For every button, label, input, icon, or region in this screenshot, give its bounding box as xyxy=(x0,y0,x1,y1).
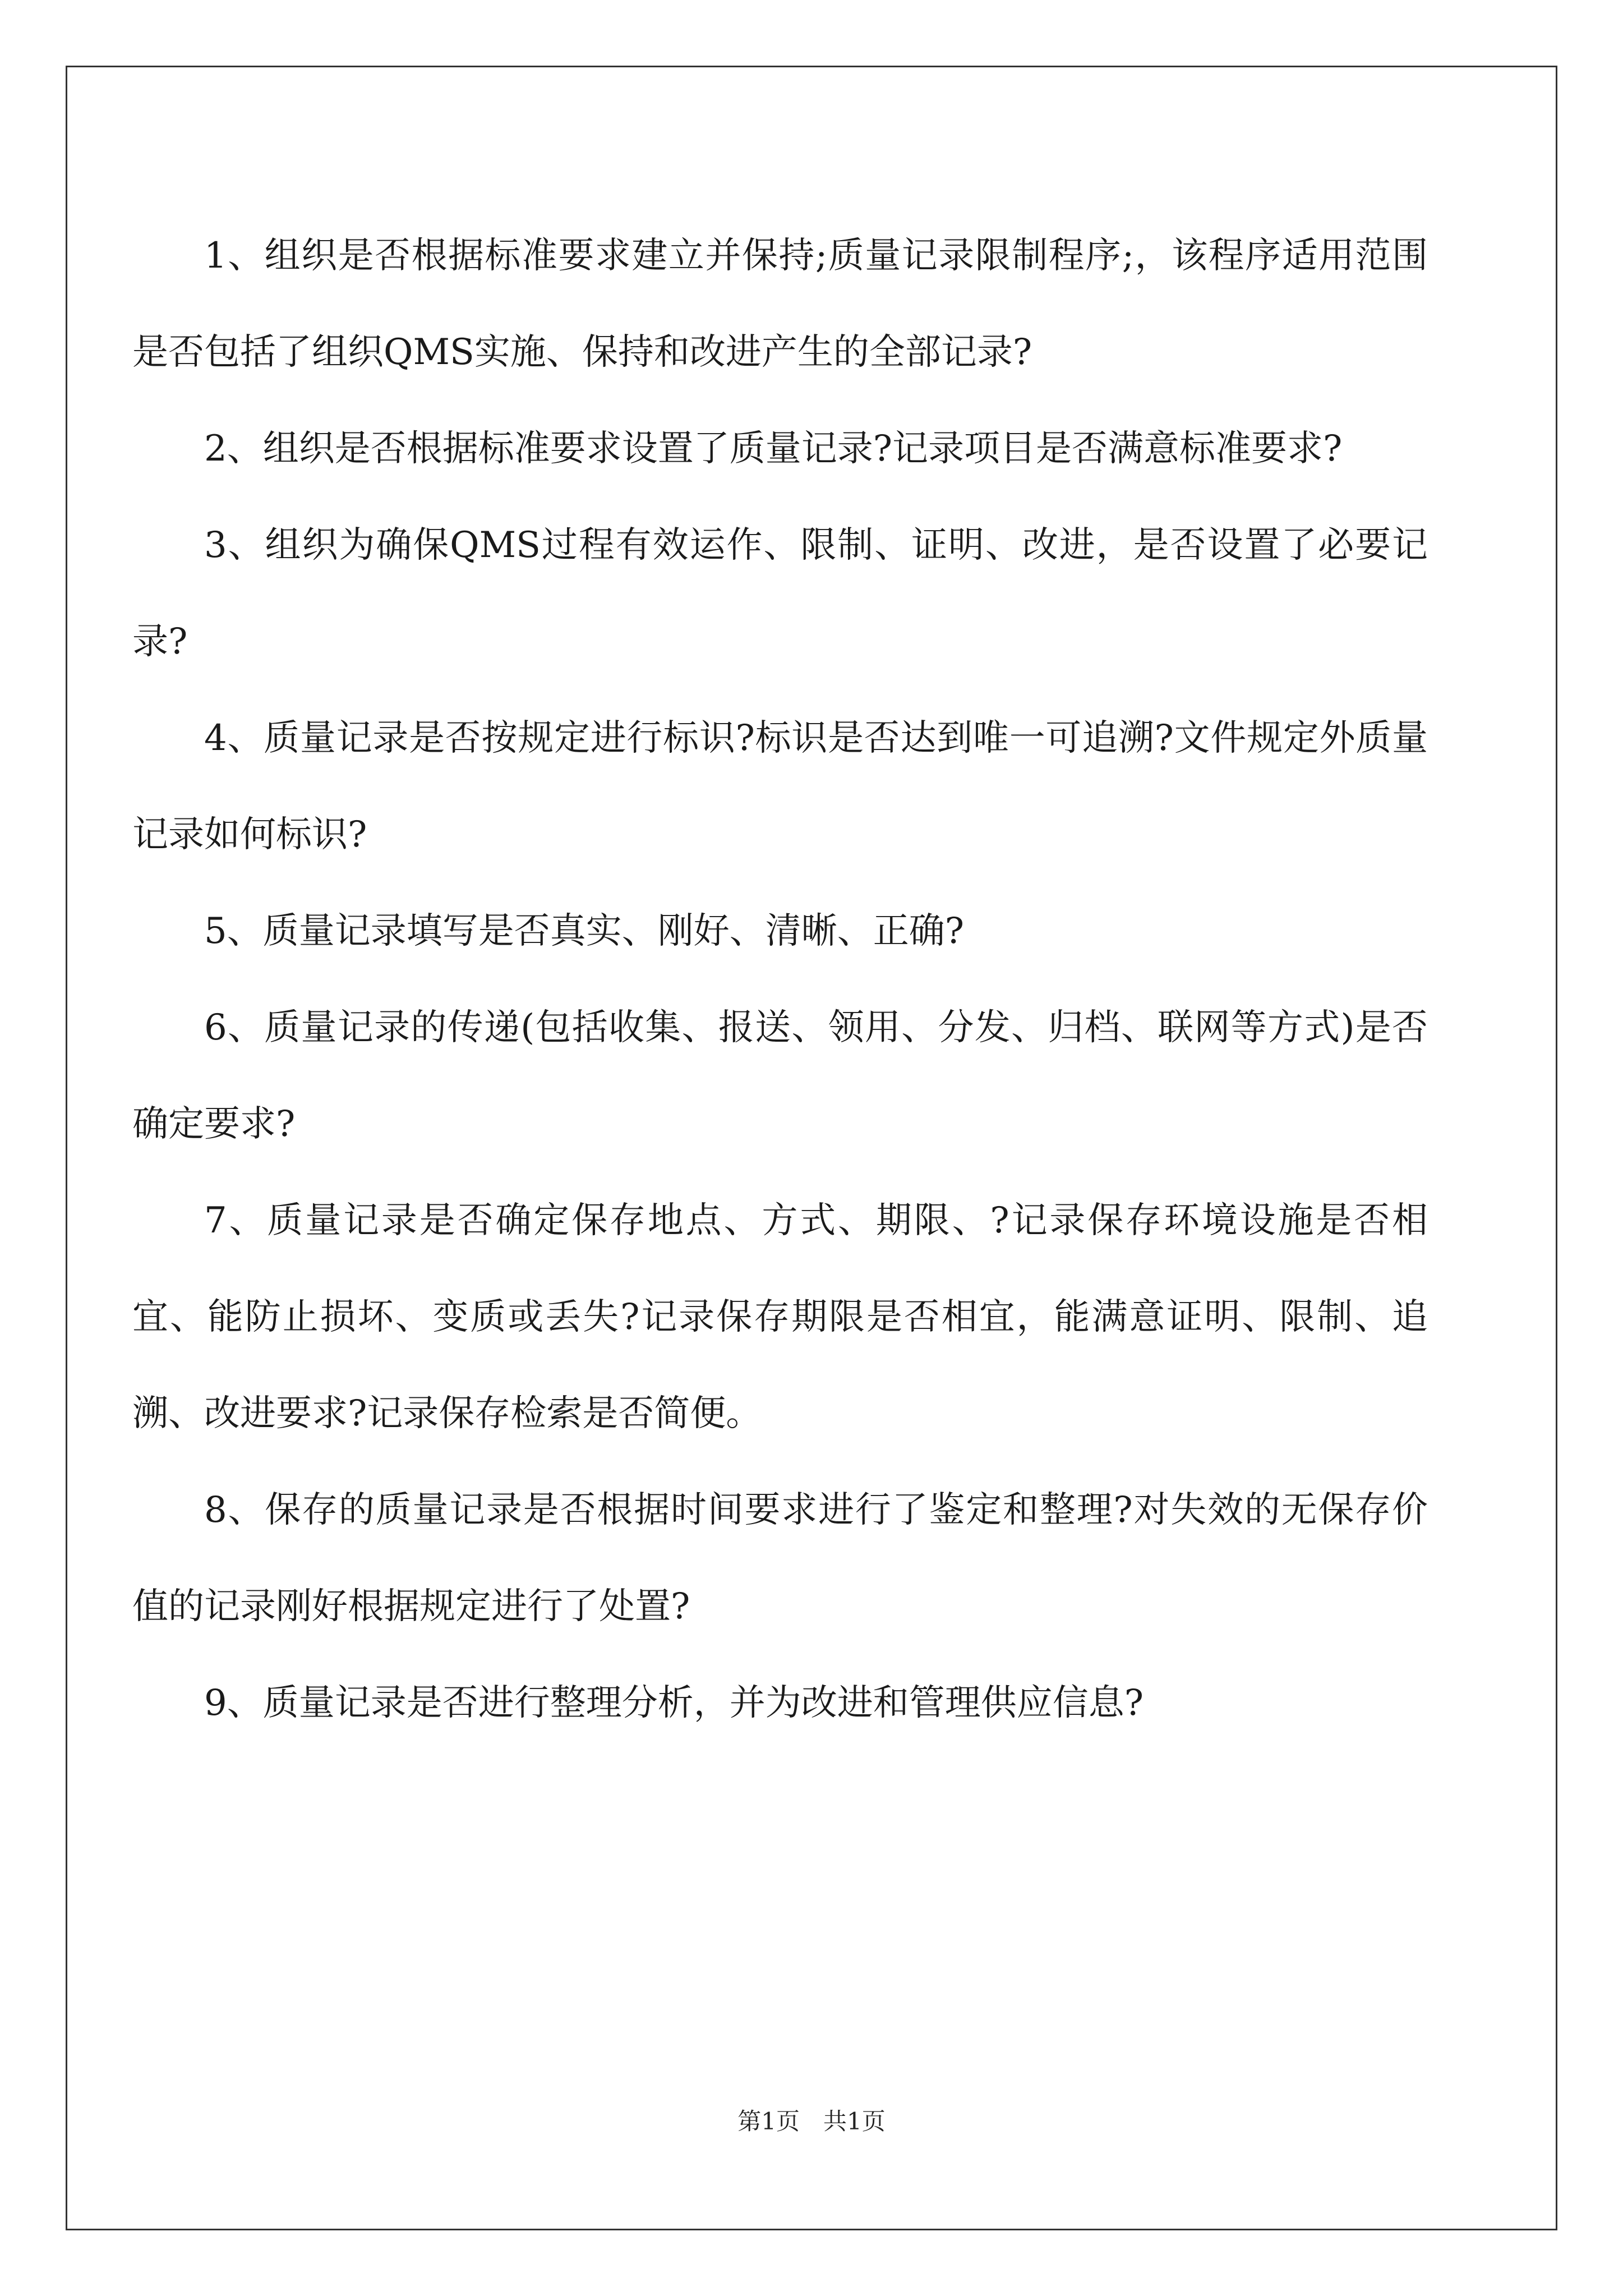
paragraph-2: 2、组织是否根据标准要求设置了质量记录?记录项目是否满意标准要求? xyxy=(204,428,1343,470)
paragraph-1: 1、组织是否根据标准要求建立并保持;质量记录限制程序;，该程序适用范围是否包括了组织QMS实施、保持和改进产生的全部记录? xyxy=(132,235,1428,373)
paragraph-4: 4、质量记录是否按规定进行标识?标识是否达到唯一可追溯?文件规定外质量记录如何标识? xyxy=(132,717,1428,855)
paragraph-7: 7、质量记录是否确定保存地点、方式、期限、?记录保存环境设施是否相宜、能防止损坏、变质或丢失?记录保存期限是否相宜，能满意证明、限制、追溯、改进要求?记录保存检索是否简便。 xyxy=(132,1200,1428,1434)
page-number-label: 第1页 共1页 xyxy=(737,2108,886,2135)
paragraph-9: 9、质量记录是否进行整理分析，并为改进和管理供应信息? xyxy=(204,1682,1144,1724)
paragraph-5: 5、质量记录填写是否真实、刚好、清晰、正确? xyxy=(204,910,965,952)
document-body xyxy=(132,208,1428,1751)
paragraph-3: 3、组织为确保QMS过程有效运作、限制、证明、改进，是否设置了必要记录? xyxy=(132,524,1428,662)
paragraph-8: 8、保存的质量记录是否根据时间要求进行了鉴定和整理?对失效的无保存价值的记录刚好根据规定进行了处置? xyxy=(132,1489,1428,1627)
paragraph-6: 6、质量记录的传递(包括收集、报送、领用、分发、归档、联网等方式)是否确定要求? xyxy=(132,1007,1428,1145)
page-footer xyxy=(0,2105,1623,2138)
